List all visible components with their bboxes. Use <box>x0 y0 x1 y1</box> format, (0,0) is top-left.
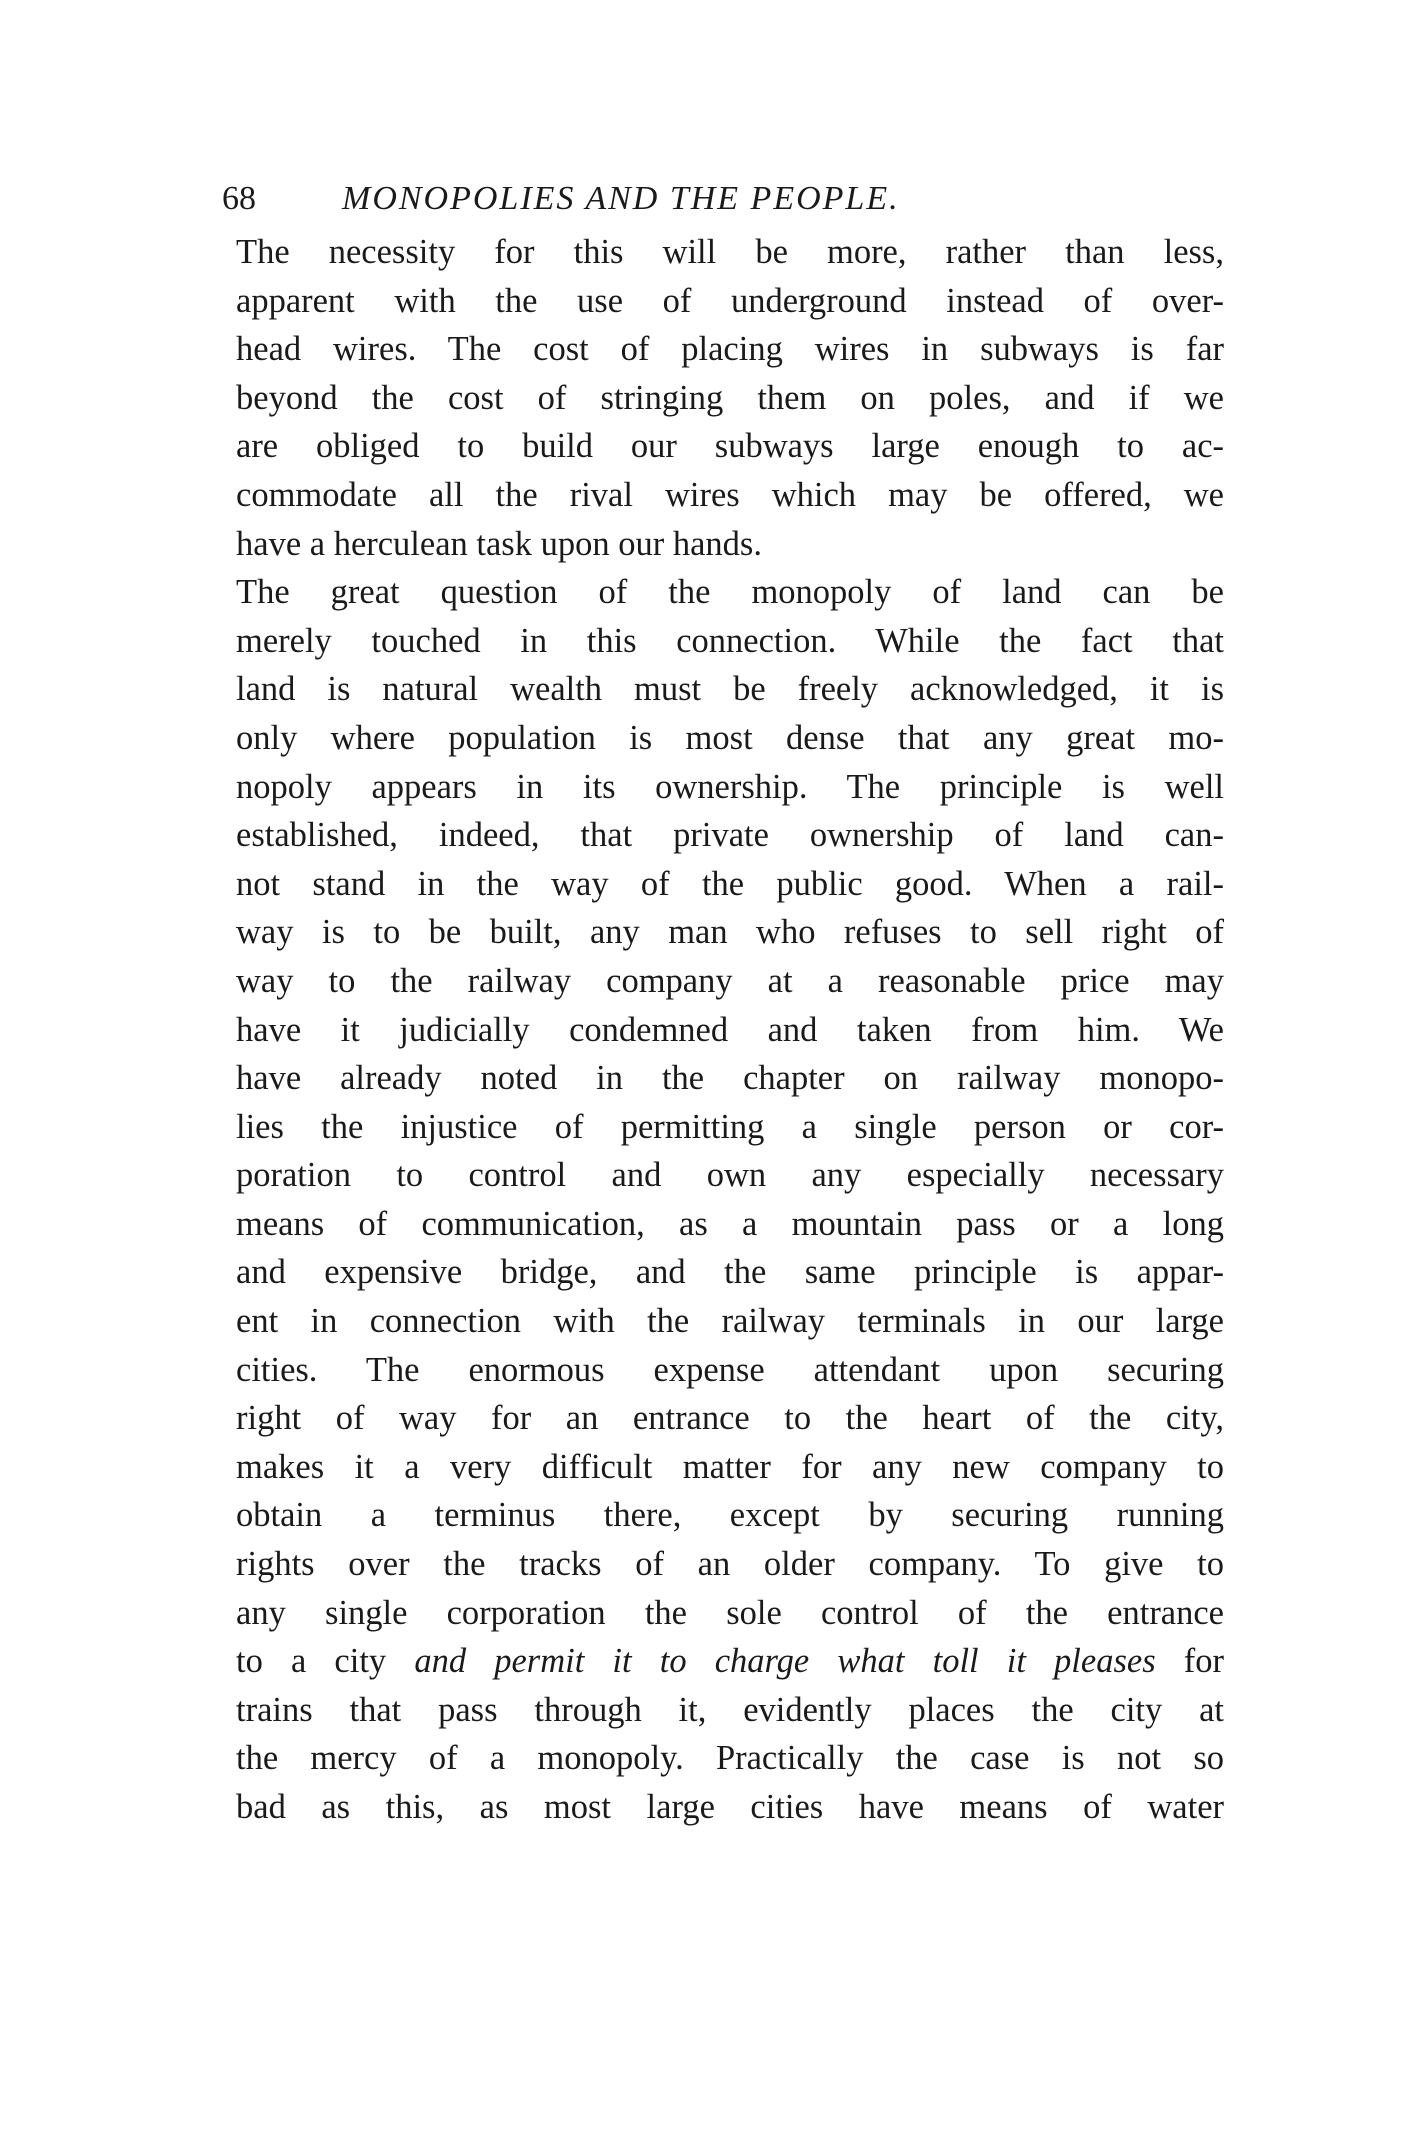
text-line: obtain a terminus there, except by securing running <box>236 1496 1224 1535</box>
text-line: poration to control and own any especially necessary <box>236 1156 1224 1195</box>
text-line: The great question of the monopoly of land can be <box>236 573 1224 612</box>
text-line: only where population is most dense that any great mo- <box>236 718 1224 757</box>
text-line: nopoly appears in its ownership. The principle is well <box>236 767 1224 806</box>
text-line: means of communication, as a mountain pass or a long <box>236 1204 1224 1243</box>
text-line: have a herculean task upon our hands. <box>236 524 762 563</box>
text-line: trains that pass through it, evidently places the city at <box>236 1690 1224 1729</box>
text-line: lies the injustice of permitting a single person or cor- <box>236 1107 1224 1146</box>
text-line: any single corporation the sole control of the entrance <box>236 1593 1224 1632</box>
text-line: rights over the tracks of an older company. To give to <box>236 1545 1224 1584</box>
text-line: bad as this, as most large cities have means of water <box>236 1788 1224 1826</box>
text-line: ent in connection with the railway terminals in our large <box>236 1302 1224 1341</box>
text-line: The necessity for this will be more, rather than less, <box>236 233 1224 271</box>
text-line: head wires. The cost of placing wires in subways is far <box>236 330 1224 369</box>
text-line: the mercy of a monopoly. Practically the case is not so <box>236 1739 1224 1778</box>
text-segment: for <box>1183 1642 1224 1681</box>
paragraph <box>236 228 1224 568</box>
text-line <box>236 1637 1224 1686</box>
page-number: 68 <box>222 180 256 217</box>
text-line: apparent with the use of underground instead of over- <box>236 281 1224 320</box>
body-text <box>236 228 1224 1832</box>
text-line: way to the railway company at a reasonable price may <box>236 961 1224 1000</box>
text-line: established, indeed, that private ownership of land can- <box>236 816 1224 855</box>
text-segment: to a city <box>236 1642 387 1681</box>
text-line: have already noted in the chapter on railway monopo- <box>236 1059 1224 1098</box>
text-line: makes it a very difficult matter for any new company to <box>236 1447 1224 1486</box>
text-line: right of way for an entrance to the heart of the city, <box>236 1399 1224 1438</box>
text-line: merely touched in this connection. While the fact that <box>236 621 1224 660</box>
text-line: land is natural wealth must be freely acknowledged, it is <box>236 670 1224 709</box>
text-line: beyond the cost of stringing them on poles, and if we <box>236 378 1224 417</box>
running-title: MONOPOLIES AND THE PEOPLE. <box>342 180 900 217</box>
text-line: have it judicially condemned and taken from him. We <box>236 1010 1224 1049</box>
text-line: and expensive bridge, and the same principle is appar- <box>236 1253 1224 1292</box>
text-line: not stand in the way of the public good. When a rail- <box>236 864 1224 903</box>
running-header <box>222 180 1232 230</box>
italic-phrase: and permit it to charge what toll it pleases <box>414 1642 1156 1681</box>
text-line: commodate all the rival wires which may be offered, we <box>236 475 1224 514</box>
paragraph <box>236 568 1224 1831</box>
text-line: way is to be built, any man who refuses to sell right of <box>236 913 1224 952</box>
text-line: cities. The enormous expense attendant upon securing <box>236 1350 1224 1389</box>
text-line: are obliged to build our subways large enough to ac- <box>236 427 1224 466</box>
